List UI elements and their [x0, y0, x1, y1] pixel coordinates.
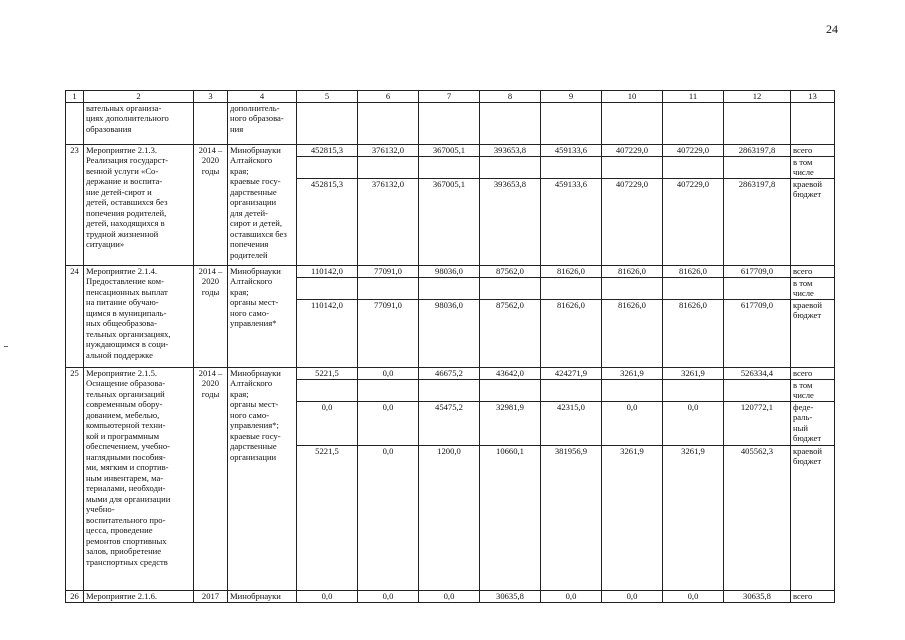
value-cell [358, 156, 419, 178]
funding-source-cell: в том числе [791, 156, 835, 178]
value-cell: 81626,0 [663, 265, 724, 277]
value-cell: 452815,3 [297, 178, 358, 265]
header-cell: 13 [791, 91, 835, 103]
value-cell: 0,0 [358, 367, 419, 379]
value-cell [663, 156, 724, 178]
value-cell [541, 379, 602, 401]
activity-cell: вательных организа- циях дополнительного образования [84, 102, 194, 144]
value-cell: 459133,6 [541, 178, 602, 265]
header-cell: 1 [66, 91, 84, 103]
value-cell: 2863197,8 [724, 178, 791, 265]
value-cell: 77091,0 [358, 299, 419, 367]
value-cell [724, 379, 791, 401]
value-cell: 405562,3 [724, 445, 791, 590]
funding-source-cell: краевой бюджет [791, 299, 835, 367]
header-cell: 11 [663, 91, 724, 103]
executor-cell: Минобрнауки [228, 590, 297, 602]
value-cell: 42315,0 [541, 401, 602, 445]
value-cell: 0,0 [663, 590, 724, 602]
page-number: 24 [826, 22, 838, 36]
years-cell: 2014 – 2020 годы [194, 367, 228, 590]
value-cell: 0,0 [297, 401, 358, 445]
value-cell [602, 102, 663, 144]
years-cell: 2017 [194, 590, 228, 602]
value-cell: 77091,0 [358, 265, 419, 277]
value-cell: 424271,9 [541, 367, 602, 379]
value-cell [602, 156, 663, 178]
value-cell [541, 102, 602, 144]
value-cell: 367005,1 [419, 178, 480, 265]
table-body [66, 91, 835, 603]
funding-source-cell: феде- раль- ный бюджет [791, 401, 835, 445]
value-cell: 3261,9 [663, 367, 724, 379]
value-cell: 98036,0 [419, 265, 480, 277]
value-cell [480, 102, 541, 144]
activity-cell: Мероприятие 2.1.3. Реализация государст- венной услуги «Со- держание и воспита- ние детей-сирот и детей, оставшихся без попечения родителей, детей, находящихся в трудной жизненной ситуации» [84, 144, 194, 265]
value-cell [541, 277, 602, 299]
value-cell [419, 277, 480, 299]
header-cell: 5 [297, 91, 358, 103]
header-cell: 7 [419, 91, 480, 103]
value-cell: 30635,8 [724, 590, 791, 602]
value-cell: 0,0 [358, 445, 419, 590]
value-cell [297, 379, 358, 401]
row-number-cell: 25 [66, 367, 84, 590]
value-cell: 120772,1 [724, 401, 791, 445]
value-cell: 617709,0 [724, 299, 791, 367]
value-cell [419, 156, 480, 178]
activity-cell: Мероприятие 2.1.4. Предоставление ком- пенсационных выплат на питание обучаю- щимся в муниципаль- ных общеобразова- тельных организациях, нуждающимся в соци- альной поддержке [84, 265, 194, 367]
table-row [66, 367, 835, 379]
header-cell: 9 [541, 91, 602, 103]
value-cell [541, 156, 602, 178]
value-cell: 0,0 [419, 590, 480, 602]
margin-mark [4, 346, 8, 347]
budget-table [65, 90, 835, 603]
value-cell [358, 379, 419, 401]
value-cell: 3261,9 [602, 367, 663, 379]
value-cell [602, 277, 663, 299]
activity-cell: Мероприятие 2.1.5. Оснащение образова- тельных организаций современным обору- дованием, мебелью, компьютерной техни- кой и программным обеспечением, учебно- наглядными пособия- ми, мягким и спортив- ным инвентарем, ма- териалами, необходи- мыми для организации учебно- воспитательного про- цесса, проведение ремонтов спортивных залов, приобретение транспортных средств [84, 367, 194, 590]
funding-source-cell: в том числе [791, 277, 835, 299]
activity-cell: Мероприятие 2.1.6. [84, 590, 194, 602]
table-row [66, 265, 835, 277]
value-cell: 32981,9 [480, 401, 541, 445]
value-cell: 376132,0 [358, 178, 419, 265]
header-cell: 12 [724, 91, 791, 103]
value-cell: 46675,2 [419, 367, 480, 379]
value-cell: 0,0 [602, 590, 663, 602]
value-cell: 452815,3 [297, 144, 358, 156]
years-cell: 2014 – 2020 годы [194, 265, 228, 367]
value-cell: 0,0 [541, 590, 602, 602]
header-cell: 8 [480, 91, 541, 103]
value-cell: 0,0 [602, 401, 663, 445]
header-cell: 6 [358, 91, 419, 103]
source-cell [791, 102, 835, 144]
table-row [66, 144, 835, 156]
value-cell: 81626,0 [541, 299, 602, 367]
value-cell: 367005,1 [419, 144, 480, 156]
value-cell: 0,0 [358, 401, 419, 445]
table-row [66, 590, 835, 602]
funding-source-cell: в том числе [791, 379, 835, 401]
value-cell: 81626,0 [663, 299, 724, 367]
value-cell [297, 102, 358, 144]
value-cell: 381956,9 [541, 445, 602, 590]
value-cell: 0,0 [663, 401, 724, 445]
row-number-cell: 26 [66, 590, 84, 602]
value-cell: 407229,0 [663, 144, 724, 156]
value-cell: 3261,9 [602, 445, 663, 590]
years-cell [194, 102, 228, 144]
value-cell: 407229,0 [602, 144, 663, 156]
header-cell: 4 [228, 91, 297, 103]
header-cell: 2 [84, 91, 194, 103]
value-cell: 3261,9 [663, 445, 724, 590]
funding-source-cell: всего [791, 590, 835, 602]
value-cell: 2863197,8 [724, 144, 791, 156]
value-cell: 5221,5 [297, 367, 358, 379]
funding-source-cell: всего [791, 144, 835, 156]
header-cell: 10 [602, 91, 663, 103]
value-cell: 617709,0 [724, 265, 791, 277]
value-cell [358, 102, 419, 144]
value-cell: 0,0 [358, 590, 419, 602]
funding-source-cell: краевой бюджет [791, 178, 835, 265]
value-cell: 407229,0 [602, 178, 663, 265]
value-cell: 110142,0 [297, 265, 358, 277]
value-cell: 10660,1 [480, 445, 541, 590]
value-cell: 87562,0 [480, 299, 541, 367]
value-cell [724, 102, 791, 144]
value-cell: 459133,6 [541, 144, 602, 156]
funding-source-cell: всего [791, 265, 835, 277]
value-cell [358, 277, 419, 299]
value-cell [724, 277, 791, 299]
value-cell: 376132,0 [358, 144, 419, 156]
value-cell: 43642,0 [480, 367, 541, 379]
value-cell: 1200,0 [419, 445, 480, 590]
value-cell: 0,0 [297, 590, 358, 602]
value-cell: 81626,0 [541, 265, 602, 277]
value-cell [602, 379, 663, 401]
value-cell [297, 277, 358, 299]
years-cell: 2014 – 2020 годы [194, 144, 228, 265]
executor-cell: Минобрнауки Алтайского края; органы мест- ного само- управления* [228, 265, 297, 367]
value-cell [419, 102, 480, 144]
value-cell: 87562,0 [480, 265, 541, 277]
value-cell: 526334,4 [724, 367, 791, 379]
row-number-cell [66, 102, 84, 144]
value-cell: 81626,0 [602, 265, 663, 277]
header-row [66, 91, 835, 103]
value-cell [724, 156, 791, 178]
executor-cell: дополнитель- ного образова- ния [228, 102, 297, 144]
value-cell: 81626,0 [602, 299, 663, 367]
value-cell: 407229,0 [663, 178, 724, 265]
value-cell: 5221,5 [297, 445, 358, 590]
row-number-cell: 23 [66, 144, 84, 265]
value-cell [663, 102, 724, 144]
continuation-row [66, 102, 835, 144]
header-cell: 3 [194, 91, 228, 103]
value-cell [480, 277, 541, 299]
funding-source-cell: краевой бюджет [791, 445, 835, 590]
funding-source-cell: всего [791, 367, 835, 379]
value-cell: 393653,8 [480, 178, 541, 265]
value-cell: 393653,8 [480, 144, 541, 156]
value-cell [480, 379, 541, 401]
value-cell: 98036,0 [419, 299, 480, 367]
value-cell [663, 277, 724, 299]
value-cell [297, 156, 358, 178]
executor-cell: Минобрнауки Алтайского края; органы мест- ного само- управления*; краевые госу- дарственные организации [228, 367, 297, 590]
executor-cell: Минобрнауки Алтайского края; краевые госу- дарственные организации для детей- сирот и детей, оставшихся без попечения родителей [228, 144, 297, 265]
value-cell [419, 379, 480, 401]
value-cell: 30635,8 [480, 590, 541, 602]
value-cell [663, 379, 724, 401]
row-number-cell: 24 [66, 265, 84, 367]
value-cell: 110142,0 [297, 299, 358, 367]
value-cell [480, 156, 541, 178]
value-cell: 45475,2 [419, 401, 480, 445]
